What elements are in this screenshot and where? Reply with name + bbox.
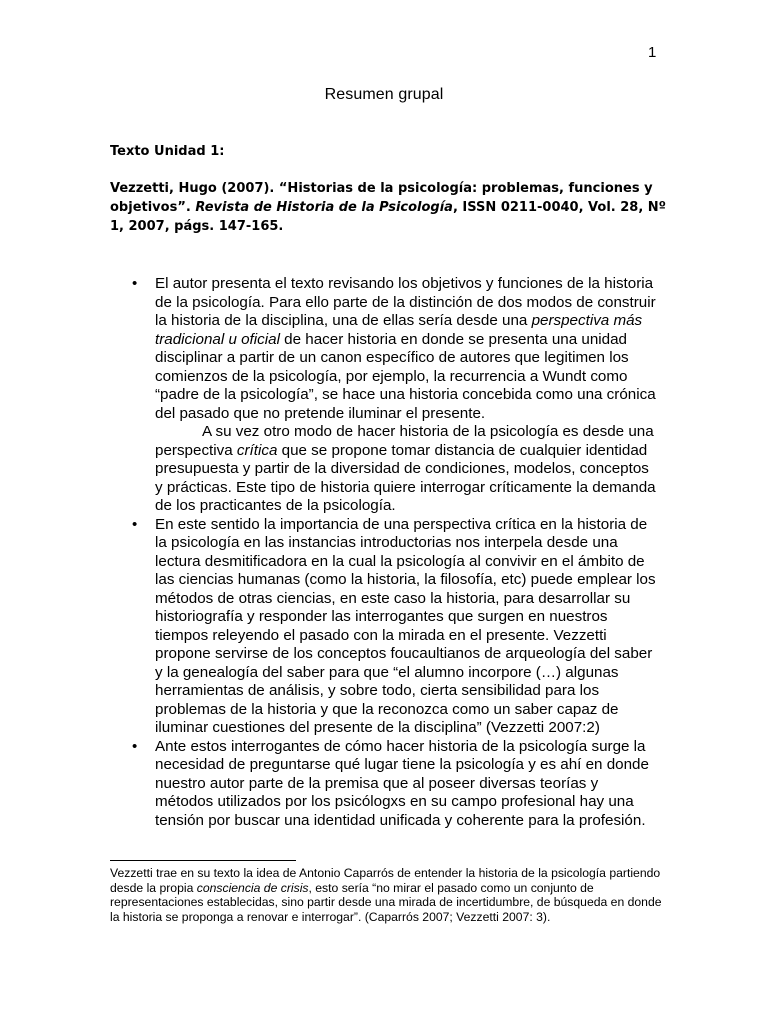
footnote-text-b: , esto sería “no mirar el pasado como un conjunto de representaciones establecidas, sino partir desde una mirada de incertidumbre, de búsqueda en donde la historia se proponga a renovar e interrogar”. (Caparrós 2007; Vezzetti 2007: 3).	[110, 880, 662, 924]
bullet-1-paragraph-1	[155, 275, 660, 423]
bullet-item-3	[132, 737, 660, 831]
page-title: Resumen grupal	[324, 86, 444, 103]
bullet-1-text-b: de hacer historia en donde se presenta una unidad disciplinar a partir de un canon específico de autores que legitimen los comienzos de la psicología, por ejemplo, la recurrencia a Wundt como “padre de la psicología”, se hace una historia concebida como una crónica del pasado que no pretende iluminar el presente.	[155, 330, 656, 422]
bullet-dot-icon: •	[132, 737, 138, 755]
footnote-separator	[110, 860, 296, 861]
bullet-1-p2-text-a: A su vez otro modo de hacer historia de la psicología es desde una perspectiva	[155, 423, 654, 459]
bullet-2-text: En este sentido la importancia de una perspectiva crítica en la historia de la psicología en las instancias introductorias nos interpela desde una lectura desmitificadora en la cual la psicología al convivir en el ámbito de las ciencias humanas (como la historia, la filosofía, etc) puede emplear los métodos de otras ciencias, en este caso la historia, para desarrollar su historiografía y responder las interrogantes que surgen en nuestros tiempos releyendo el pasado con la mirada en el presente. Vezzetti propone servirse de los conceptos foucaultianos de arqueología del saber y la genealogía del saber para que “el alumno incorpore (…) algunas herramientas de análisis, y sobre todo, cierta sensibilidad para los problemas de la historia y que la reconozca como un saber capaz de iluminar cuestiones del presente de la disciplina” (Vezzetti 2007:2)	[155, 515, 656, 736]
unit-label: Texto Unidad 1:	[110, 144, 225, 159]
bullet-dot-icon: •	[132, 515, 138, 533]
bullet-1-text-a: El autor presenta el texto revisando los objetivos y funciones de la historia de la psicología. Para ello parte de la distinción de dos modos de construir la historia de la disciplina, una de ellas sería desde una	[155, 275, 656, 329]
bullet-3-text: Ante estos interrogantes de cómo hacer historia de la psicología surge la necesidad de preguntarse qué lugar tiene la psicología y es ahí en donde nuestro autor parte de la premisa que al poseer diversas teorías y métodos utilizados por los psicólogxs en su campo profesional hay una tensión por buscar una identidad unificada y coherente para la profesión.	[155, 737, 649, 829]
bullet-1-emphasis: perspectiva más tradicional u oficial	[155, 312, 643, 348]
bullet-item-1	[132, 275, 660, 516]
page-number: 1	[648, 44, 657, 61]
bullet-1-p2-text-b: que se propone tomar distancia de cualquier identidad presupuesta y partir de la diversidad de condiciones, modelos, conceptos y prácticas. Este tipo de historia quiere interrogar críticamente la demanda de los practicantes de la psicología.	[155, 441, 656, 514]
bullet-1-p2-emphasis: crítica	[236, 441, 278, 459]
bullet-item-2	[132, 515, 660, 738]
citation-journal: Revista de Historia de la Psicología	[195, 200, 453, 215]
footnote	[110, 866, 662, 924]
footnote-text-a: Vezzetti trae en su texto la idea de Antonio Caparrós de entender la historia de la psicología partiendo desde la propia	[110, 866, 661, 895]
bullet-dot-icon: •	[132, 275, 138, 292]
summary-bullet-list	[132, 275, 660, 830]
footnote-emphasis: consciencia de crisis	[196, 880, 309, 895]
citation	[110, 179, 668, 236]
bullet-1-paragraph-2	[155, 423, 660, 516]
citation-author-title: Vezzetti, Hugo (2007). “Historias de la psicología: problemas, funciones y objetivos”.	[110, 181, 653, 215]
citation-details: , ISSN 0211-0040, Vol. 28, Nº 1, 2007, págs. 147-165.	[110, 200, 667, 234]
